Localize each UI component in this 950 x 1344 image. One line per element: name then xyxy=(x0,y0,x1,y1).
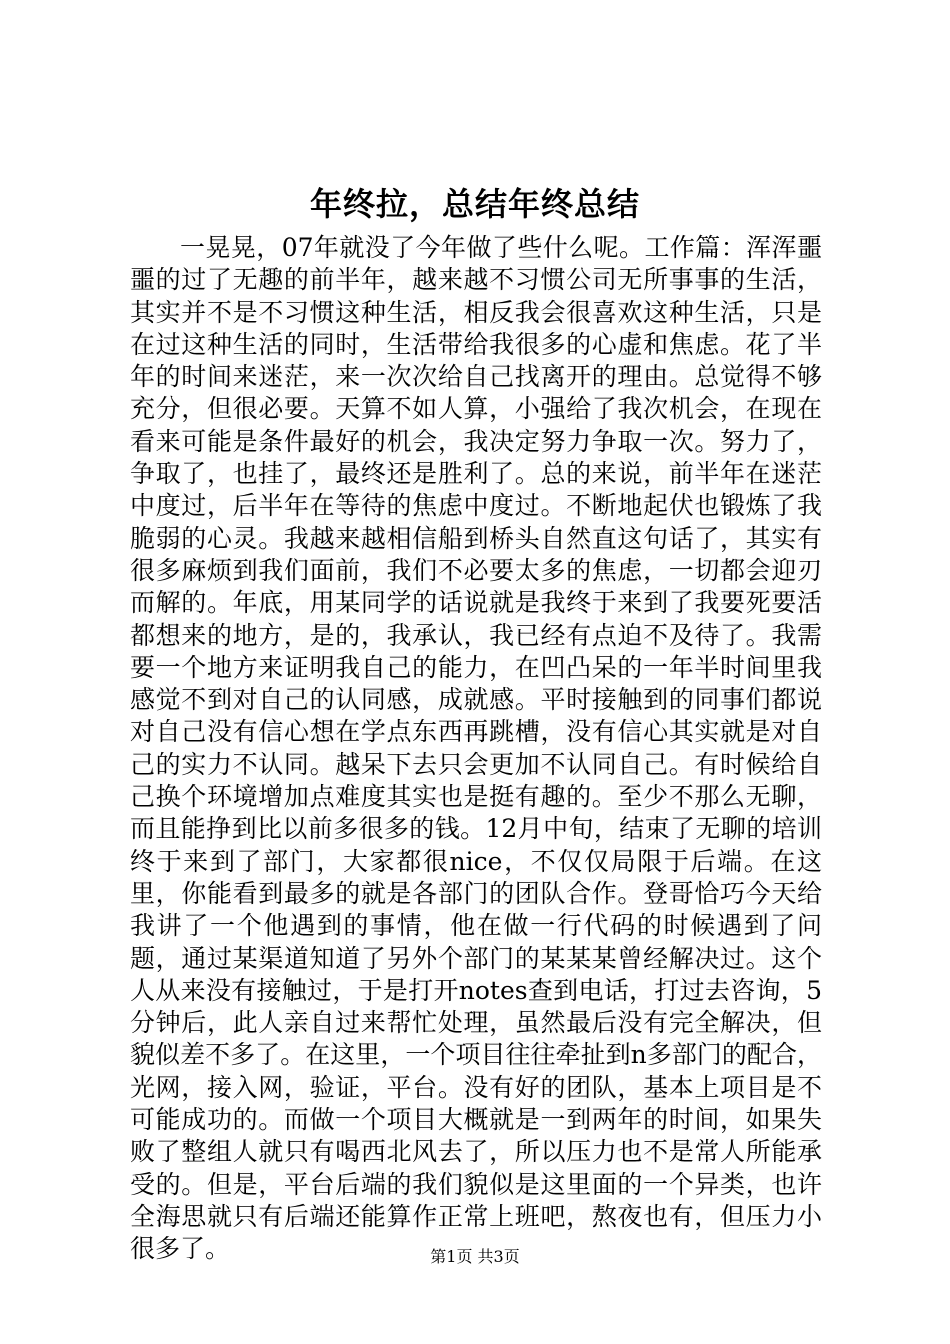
document-title: 年终拉，总结年终总结 xyxy=(309,185,640,223)
page-indicator: 第1页 共3页 xyxy=(430,1247,520,1266)
body-paragraph: 一晃晃，07年就没了今年做了些什么呢。工作篇：浑浑噩噩的过了无趣的前半年，越来越不习惯公司无所事事的生活，其实并不是不习惯这种生活，相反我会很喜欢这种生活，只是在过这种生活的同时，生活带给我很多的心虚和焦虑。花了半年的时间来迷茫，来一次次给自己找离开的理由。总觉得不够充分，但很必要。天算不如人算，小强给了我次机会，在现在看来可能是条件最好的机会，我决定努力争取一次。努力了，争取了，也挂了，最终还是胜利了。总的来说，前半年在迷茫中度过，后半年在等待的焦虑中度过。不断地起伏也锻炼了我脆弱的心灵。我越来越相信船到桥头自然直这句话了，其实有很多麻烦到我们面前，我们不必要太多的焦虑，一切都会迎刃而解的。年底，用某同学的话说就是我终于来到了我要死要活都想来的地方，是的，我承认，我已经有点迫不及待了。我需要一个地方来证明我自己的能力，在凹凸呆的一年半时间里我感觉不到对自己的认同感，成就感。平时接触到的同事们都说对自己没有信心想在学点东西再跳槽，没有信心其实就是对自己的实力不认同。越呆下去只会更加不认同自己。有时候给自己换个环境增加点难度其实也是挺有趣的。至少不那么无聊，而且能挣到比以前多很多的钱。12月中旬，结束了无聊的培训终于来到了部门，大家都很nice，不仅仅局限于后端。在这里，你能看到最多的就是各部门的团队合作。登哥恰巧今天给我讲了一个他遇到的事情，他在做一行代码的时候遇到了问题，通过某渠道知道了另外个部门的某某某曾经解决过。这个人从来没有接触过，于是打开notes查到电话，打过去咨询，5分钟后，此人亲自过来帮忙处理，虽然最后没有完全解决，但貌似差不多了。在这里，一个项目往往牵扯到n多部门的配合，光网，接入网，验证，平台。没有好的团队，基本上项目是不可能成功的。而做一个项目大概就是一到两年的时间，如果失败了整组人就只有喝西北风去了，所以压力也不是常人所能承受的。但是，平台后端的我们貌似是这里面的一个异类，也许全海思就只有后端还能算作正常上班吧，熬夜也有，但压力小很多了。 xyxy=(130,233,822,1264)
